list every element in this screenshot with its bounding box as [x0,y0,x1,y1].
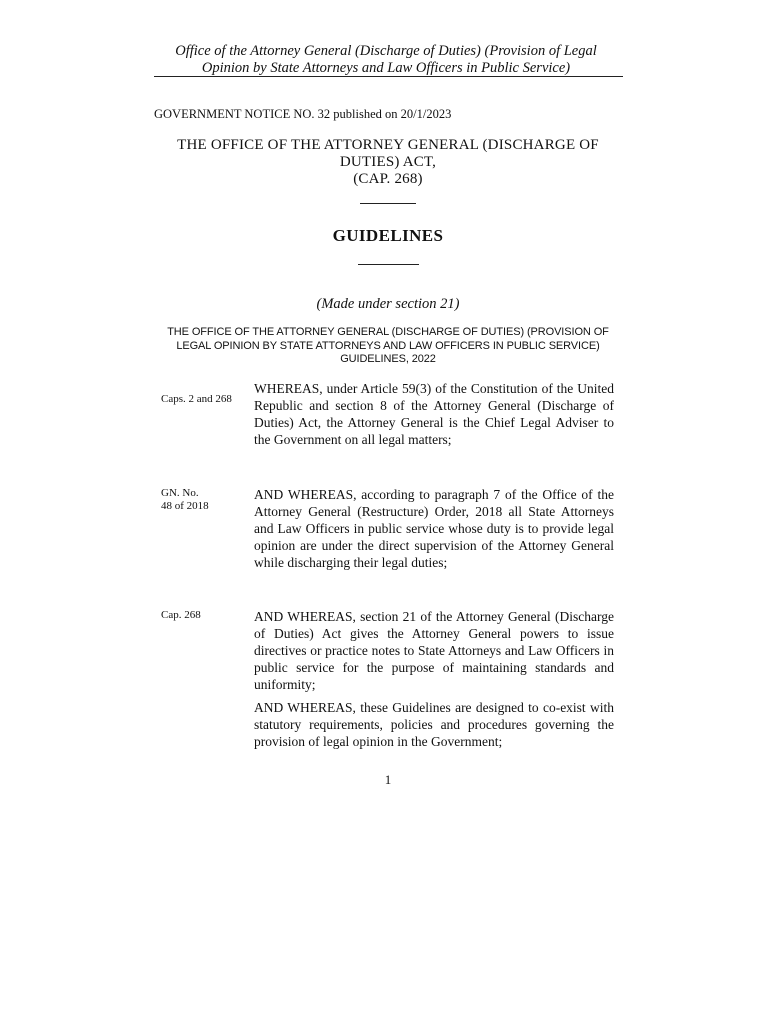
divider-rule [360,203,416,204]
header-rule [154,76,623,77]
page-number: 1 [384,772,392,787]
citation-title: THE OFFICE OF THE ATTORNEY GENERAL (DISCHARGE OF DUTIES) (PROVISION OF LEGAL OPINION BY STATE ATTORNEYS AND LAW OFFICERS IN PUBLIC SERVICE) GUIDELINES, 2022 [167,326,609,365]
guidelines-heading: GUIDELINES [332,226,444,245]
recital-paragraph: WHEREAS, under Article 59(3) of the Constitution of the United Republic and section 8 of the Attorney General (Discharge of Duties) Act, the Attorney General is the Chief Legal Adviser to the Government on all legal matters; [254,381,614,447]
act-title-cap: (CAP. 268) [353,171,423,187]
government-notice: GOVERNMENT NOTICE NO. 32 published on 20/1/2023 [154,107,452,121]
side-note: GN. No. 48 of 2018 [161,487,209,512]
act-title-line: DUTIES) ACT, [339,154,437,170]
act-title-line: THE OFFICE OF THE ATTORNEY GENERAL (DISCHARGE OF [177,137,599,153]
side-note: Caps. 2 and 268 [161,393,232,405]
divider-rule [358,264,419,265]
side-note: Cap. 268 [161,609,201,621]
recital-paragraph: AND WHEREAS, these Guidelines are designed to co-exist with statutory requirements, policies and procedures governing the provision of legal opinion in the Government; [254,700,614,749]
running-header: Office of the Attorney General (Discharge of Duties) (Provision of Legal Opinion by State Attorneys and Law Officers in Public Service) [175,43,597,76]
act-title [150,137,626,188]
made-under-note: (Made under section 21) [316,296,460,312]
recital-paragraph: AND WHEREAS, according to paragraph 7 of the Office of the Attorney General (Restructure) Order, 2018 all State Attorneys and Law Officers in public service whose duty is to provide legal opinion are under the direct supervision of the Attorney General while discharging their legal duties; [254,487,614,570]
recital-paragraph: AND WHEREAS, section 21 of the Attorney General (Discharge of Duties) Act gives the Attorney General powers to issue directives or practice notes to State Attorneys and Law Officers in public service for the purpose of maintaining standards and uniformity; [254,609,614,692]
